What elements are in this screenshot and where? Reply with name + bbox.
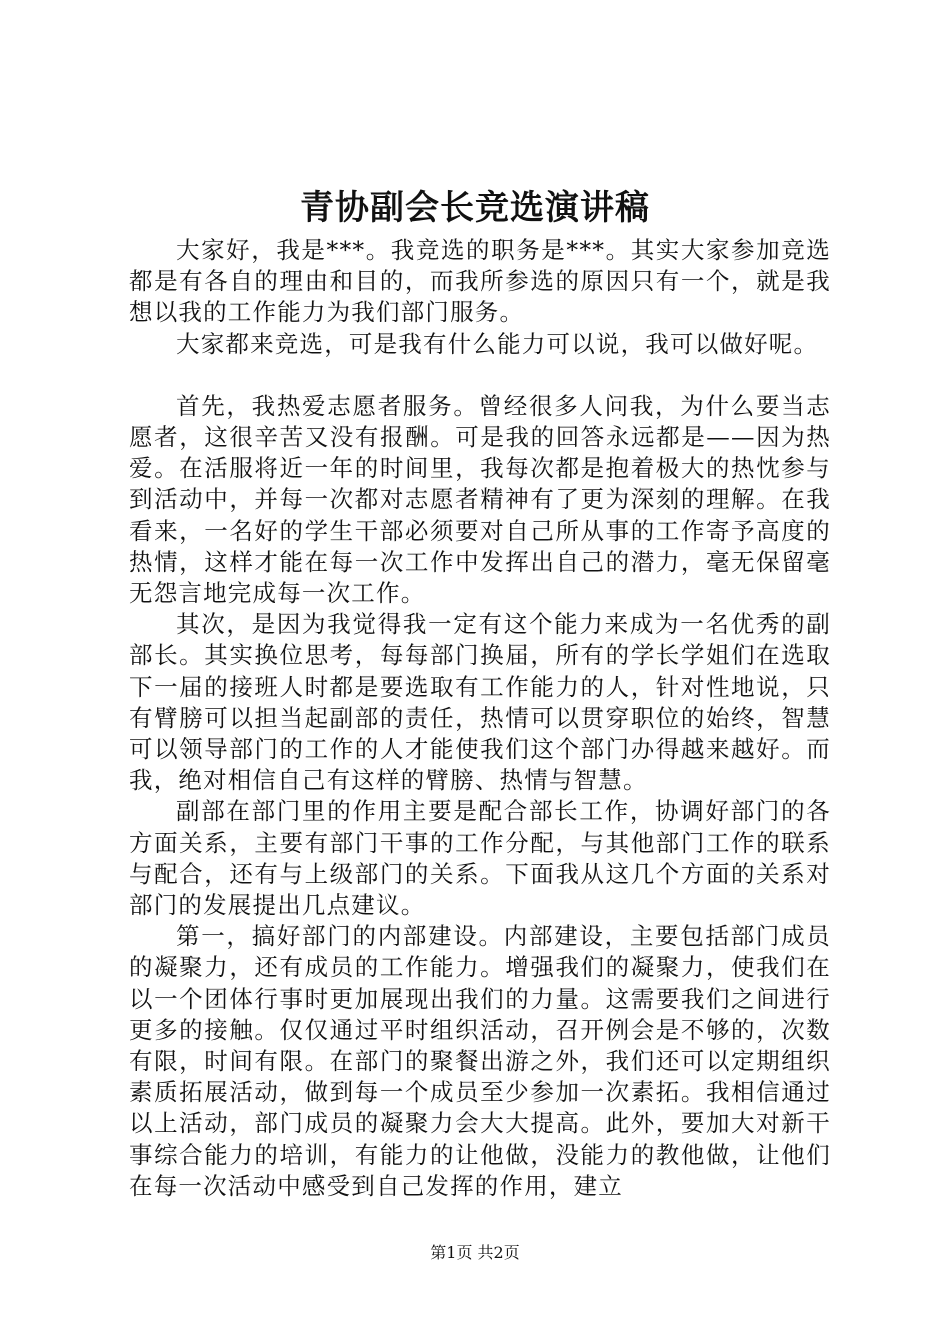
document-title: 青协副会长竞选演讲稿 (300, 188, 650, 228)
paragraph-role: 副部在部门里的作用主要是配合部长工作，协调好部门的各方面关系，主要有部门干事的工作分配，与其他部门工作的联系与配合，还有与上级部门的关系。下面我从这几个方面的关系对部门的发展提出几点建议。 (129, 797, 831, 920)
paragraph-first-reason: 首先，我热爱志愿者服务。曾经很多人问我，为什么要当志愿者，这很辛苦又没有报酬。可是我的回答永远都是——因为热爱。在活服将近一年的时间里，我每次都是抱着极大的热忱参与到活动中，并每一次都对志愿者精神有了更为深刻的理解。在我看来，一名好的学生干部必须要对自己所从事的工作寄予高度的热情，这样才能在每一次工作中发挥出自己的潜力，毫无保留毫无怨言地完成每一次工作。 (129, 391, 831, 608)
paragraph-question: 大家都来竞选，可是我有什么能力可以说，我可以做好呢。 (176, 329, 819, 358)
paragraph-second-reason: 其次，是因为我觉得我一定有这个能力来成为一名优秀的副部长。其实换位思考，每每部门换届，所有的学长学姐们在选取下一届的接班人时都是要选取有工作能力的人，针对性地说，只有臂膀可以担当起副部的责任，热情可以贯穿职位的始终，智慧可以领导部门的工作的人才能使我们这个部门办得越来越好。而我，绝对相信自己有这样的臂膀、热情与智慧。 (129, 610, 831, 795)
paragraph-suggestion-one: 第一，搞好部门的内部建设。内部建设，主要包括部门成员的凝聚力，还有成员的工作能力。增强我们的凝聚力，使我们在以一个团体行事时更加展现出我们的力量。这需要我们之间进行更多的接触。仅仅通过平时组织活动，召开例会是不够的，次数有限，时间有限。在部门的聚餐出游之外，我们还可以定期组织素质拓展活动，做到每一个成员至少参加一次素拓。我相信通过以上活动，部门成员的凝聚力会大大提高。此外，要加大对新干事综合能力的培训，有能力的让他做，没能力的教他做，让他们在每一次活动中感受到自己发挥的作用，建立 (129, 922, 831, 1200)
paragraph-greeting: 大家好，我是***。我竞选的职务是***。其实大家参加竞选都是有各自的理由和目的，而我所参选的原因只有一个，就是我想以我的工作能力为我们部门服务。 (129, 236, 831, 327)
document-body (129, 235, 831, 1202)
page-footer: 第1页 共2页 (430, 1243, 520, 1262)
